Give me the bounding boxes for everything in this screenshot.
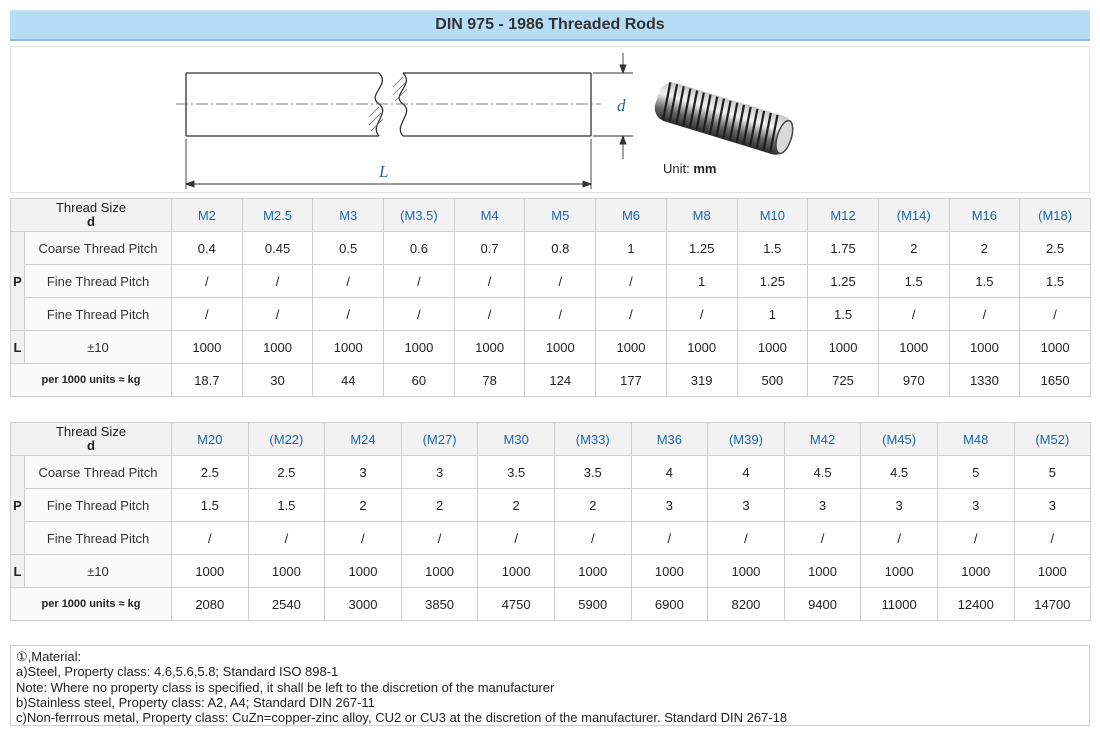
length-value-cell: 1000 [1014, 555, 1091, 588]
fine2-row [11, 522, 1091, 555]
fine2-value-cell: / [554, 522, 631, 555]
coarse-value-cell: 0.5 [313, 232, 384, 265]
thread-size-header [11, 199, 172, 232]
weight-value-cell: 319 [666, 364, 737, 397]
coarse-value-cell: 4 [708, 456, 785, 489]
technical-drawing [10, 46, 1090, 193]
thread-size-symbol: d [87, 438, 95, 453]
length-value-cell: 1000 [454, 331, 525, 364]
thread-size-cell: M6 [596, 199, 667, 232]
material-notes [10, 645, 1090, 726]
thread-size-cell: (M18) [1020, 199, 1091, 232]
weight-value-cell: 2540 [248, 588, 325, 621]
fine1-label: Fine Thread Pitch [25, 265, 172, 298]
weight-value-cell: 2080 [172, 588, 249, 621]
fine1-value-cell: 2 [478, 489, 555, 522]
coarse-value-cell: 0.7 [454, 232, 525, 265]
weight-label: per 1000 units ≈ kg [11, 364, 172, 397]
dim-d-label: d [617, 96, 626, 115]
fine2-value-cell: / [708, 522, 785, 555]
size-header-row [11, 423, 1091, 456]
l-dimension [186, 139, 591, 189]
thread-size-cell: M5 [525, 199, 596, 232]
coarse-row [11, 232, 1091, 265]
thread-size-cell: M3 [313, 199, 384, 232]
unit-note [663, 161, 716, 176]
length-value-cell: 1000 [708, 555, 785, 588]
length-row [11, 555, 1091, 588]
fine1-value-cell: 3 [861, 489, 938, 522]
coarse-value-cell: 3.5 [554, 456, 631, 489]
weight-value-cell: 1330 [949, 364, 1020, 397]
fine1-row [11, 265, 1091, 298]
fine2-value-cell: / [454, 298, 525, 331]
length-value-cell: 1000 [666, 331, 737, 364]
fine2-value-cell: 1.5 [808, 298, 879, 331]
weight-value-cell: 124 [525, 364, 596, 397]
coarse-value-cell: 0.45 [242, 232, 313, 265]
thread-size-cell: M12 [808, 199, 879, 232]
note-line: a)Steel, Property class: 4.6,5.6,5.8; Standard ISO 898-1 [16, 664, 339, 680]
thread-size-cell: M24 [325, 423, 402, 456]
length-value-cell: 1000 [313, 331, 384, 364]
thread-size-cell: (M27) [401, 423, 478, 456]
fine2-value-cell: / [172, 298, 243, 331]
rod-outline [186, 73, 591, 136]
coarse-value-cell: 3 [325, 456, 402, 489]
fine2-label: Fine Thread Pitch [25, 522, 172, 555]
fine1-value-cell: 1 [666, 265, 737, 298]
thread-size-label: Thread Size [55, 424, 127, 439]
fine2-value-cell: / [313, 298, 384, 331]
coarse-row [11, 456, 1091, 489]
weight-value-cell: 30 [242, 364, 313, 397]
coarse-value-cell: 3 [401, 456, 478, 489]
length-label: ±10 [25, 331, 172, 364]
fine1-value-cell: / [525, 265, 596, 298]
size-header-row [11, 199, 1091, 232]
fine2-label: Fine Thread Pitch [25, 298, 172, 331]
length-value-cell: 1000 [937, 555, 1014, 588]
coarse-value-cell: 4.5 [784, 456, 861, 489]
coarse-value-cell: 2.5 [1020, 232, 1091, 265]
fine1-value-cell: 2 [401, 489, 478, 522]
coarse-value-cell: 2 [878, 232, 949, 265]
fine1-value-cell: 3 [708, 489, 785, 522]
fine2-value-cell: / [596, 298, 667, 331]
coarse-value-cell: 4 [631, 456, 708, 489]
d-dimension [593, 53, 633, 159]
weight-value-cell: 8200 [708, 588, 785, 621]
dim-l-label: L [379, 162, 389, 181]
thread-size-cell: (M52) [1014, 423, 1091, 456]
coarse-value-cell: 1.25 [666, 232, 737, 265]
thread-size-cell: M8 [666, 199, 737, 232]
fine2-row [11, 298, 1091, 331]
fine2-value-cell: / [937, 522, 1014, 555]
thread-size-cell: M36 [631, 423, 708, 456]
thread-size-cell: M2 [172, 199, 243, 232]
thread-size-cell: M48 [937, 423, 1014, 456]
coarse-value-cell: 3.5 [478, 456, 555, 489]
weight-value-cell: 78 [454, 364, 525, 397]
thread-size-cell: M16 [949, 199, 1020, 232]
length-value-cell: 1000 [878, 331, 949, 364]
unit-label: Unit: [663, 161, 690, 176]
fine1-value-cell: 1.5 [172, 489, 249, 522]
group-l-label: L [11, 331, 25, 364]
length-value-cell: 1000 [949, 331, 1020, 364]
weight-value-cell: 9400 [784, 588, 861, 621]
weight-value-cell: 44 [313, 364, 384, 397]
coarse-value-cell: 1.75 [808, 232, 879, 265]
length-value-cell: 1000 [384, 331, 455, 364]
fine2-value-cell: / [631, 522, 708, 555]
length-value-cell: 1000 [401, 555, 478, 588]
coarse-value-cell: 5 [937, 456, 1014, 489]
fine2-value-cell: / [784, 522, 861, 555]
length-value-cell: 1000 [248, 555, 325, 588]
coarse-value-cell: 0.8 [525, 232, 596, 265]
fine2-value-cell: / [878, 298, 949, 331]
coarse-value-cell: 0.4 [172, 232, 243, 265]
thread-size-cell: M30 [478, 423, 555, 456]
fine2-value-cell: / [172, 522, 249, 555]
thread-size-header [11, 423, 172, 456]
fine2-value-cell: / [242, 298, 313, 331]
length-value-cell: 1000 [172, 555, 249, 588]
weight-value-cell: 14700 [1014, 588, 1091, 621]
weight-value-cell: 6900 [631, 588, 708, 621]
spec-table-1 [10, 198, 1091, 397]
group-p-label: P [11, 456, 25, 555]
length-value-cell: 1000 [861, 555, 938, 588]
note-line: ①,Material: [16, 649, 82, 664]
fine2-value-cell: / [666, 298, 737, 331]
thread-size-cell: M10 [737, 199, 808, 232]
coarse-value-cell: 4.5 [861, 456, 938, 489]
coarse-value-cell: 0.6 [384, 232, 455, 265]
fine2-value-cell: / [325, 522, 402, 555]
fine1-value-cell: / [596, 265, 667, 298]
length-value-cell: 1000 [808, 331, 879, 364]
length-value-cell: 1000 [1020, 331, 1091, 364]
thread-size-cell: (M14) [878, 199, 949, 232]
weight-value-cell: 177 [596, 364, 667, 397]
length-label: ±10 [25, 555, 172, 588]
fine1-value-cell: / [242, 265, 313, 298]
thread-size-symbol: d [87, 214, 95, 229]
thread-size-cell: M4 [454, 199, 525, 232]
length-value-cell: 1000 [631, 555, 708, 588]
fine2-value-cell: / [248, 522, 325, 555]
length-value-cell: 1000 [242, 331, 313, 364]
coarse-value-cell: 2.5 [248, 456, 325, 489]
unit-value: mm [693, 161, 717, 176]
fine2-value-cell: / [525, 298, 596, 331]
weight-row [11, 588, 1091, 621]
coarse-value-cell: 2 [949, 232, 1020, 265]
fine1-value-cell: 2 [554, 489, 631, 522]
length-value-cell: 1000 [478, 555, 555, 588]
weight-label: per 1000 units ≈ kg [11, 588, 172, 621]
thread-size-cell: (M33) [554, 423, 631, 456]
weight-value-cell: 500 [737, 364, 808, 397]
length-value-cell: 1000 [784, 555, 861, 588]
weight-value-cell: 4750 [478, 588, 555, 621]
coarse-value-cell: 5 [1014, 456, 1091, 489]
fine1-value-cell: 1.5 [878, 265, 949, 298]
fine1-value-cell: 3 [1014, 489, 1091, 522]
thread-size-label: Thread Size [55, 200, 127, 215]
length-row [11, 331, 1091, 364]
weight-value-cell: 12400 [937, 588, 1014, 621]
rod-drawing-svg [11, 47, 1091, 194]
note-line: Note: Where no property class is specified, it shall be left to the discretion of the manufacturer [16, 679, 555, 695]
fine1-label: Fine Thread Pitch [25, 489, 172, 522]
coarse-value-cell: 1 [596, 232, 667, 265]
fine1-value-cell: 3 [631, 489, 708, 522]
thread-size-cell: M2.5 [242, 199, 313, 232]
fine1-value-cell: / [172, 265, 243, 298]
fine2-value-cell: / [401, 522, 478, 555]
coarse-label: Coarse Thread Pitch [25, 232, 172, 265]
fine2-value-cell: / [478, 522, 555, 555]
spec-table-2 [10, 422, 1091, 621]
thread-size-cell: (M3.5) [384, 199, 455, 232]
coarse-label: Coarse Thread Pitch [25, 456, 172, 489]
fine1-row [11, 489, 1091, 522]
thread-size-cell: M20 [172, 423, 249, 456]
fine1-value-cell: 1.25 [808, 265, 879, 298]
weight-value-cell: 60 [384, 364, 455, 397]
thread-size-cell: (M39) [708, 423, 785, 456]
weight-value-cell: 18.7 [172, 364, 243, 397]
page-title: DIN 975 - 1986 Threaded Rods [10, 10, 1090, 41]
weight-value-cell: 725 [808, 364, 879, 397]
coarse-value-cell: 1.5 [737, 232, 808, 265]
thread-size-cell: M42 [784, 423, 861, 456]
fine1-value-cell: 3 [937, 489, 1014, 522]
fine1-value-cell: 1.5 [248, 489, 325, 522]
fine2-value-cell: / [384, 298, 455, 331]
fine1-value-cell: 1.5 [1020, 265, 1091, 298]
note-line: b)Stainless steel, Property class: A2, A4; Standard DIN 267-11 [16, 694, 375, 710]
fine1-value-cell: 1.25 [737, 265, 808, 298]
coarse-value-cell: 2.5 [172, 456, 249, 489]
weight-value-cell: 3850 [401, 588, 478, 621]
fine2-value-cell: / [861, 522, 938, 555]
fine1-value-cell: 3 [784, 489, 861, 522]
fine2-value-cell: / [1014, 522, 1091, 555]
weight-value-cell: 5900 [554, 588, 631, 621]
note-line: c)Non-ferrrous metal, Property class: CuZn=copper-zinc alloy, CU2 or CU3 at the discretion of the manufacturer. Standard DIN 267-18 [16, 710, 788, 726]
fine1-value-cell: / [384, 265, 455, 298]
length-value-cell: 1000 [172, 331, 243, 364]
length-value-cell: 1000 [325, 555, 402, 588]
fine1-value-cell: 2 [325, 489, 402, 522]
fine1-value-cell: 1.5 [949, 265, 1020, 298]
length-value-cell: 1000 [596, 331, 667, 364]
length-value-cell: 1000 [554, 555, 631, 588]
fine1-value-cell: / [313, 265, 384, 298]
group-p-label: P [11, 232, 25, 331]
thread-size-cell: (M45) [861, 423, 938, 456]
weight-row [11, 364, 1091, 397]
weight-value-cell: 11000 [861, 588, 938, 621]
length-value-cell: 1000 [525, 331, 596, 364]
threaded-rod-photo [651, 79, 797, 158]
weight-value-cell: 1650 [1020, 364, 1091, 397]
fine2-value-cell: / [1020, 298, 1091, 331]
thread-size-cell: (M22) [248, 423, 325, 456]
weight-value-cell: 3000 [325, 588, 402, 621]
fine2-value-cell: 1 [737, 298, 808, 331]
fine2-value-cell: / [949, 298, 1020, 331]
weight-value-cell: 970 [878, 364, 949, 397]
length-value-cell: 1000 [737, 331, 808, 364]
group-l-label: L [11, 555, 25, 588]
fine1-value-cell: / [454, 265, 525, 298]
